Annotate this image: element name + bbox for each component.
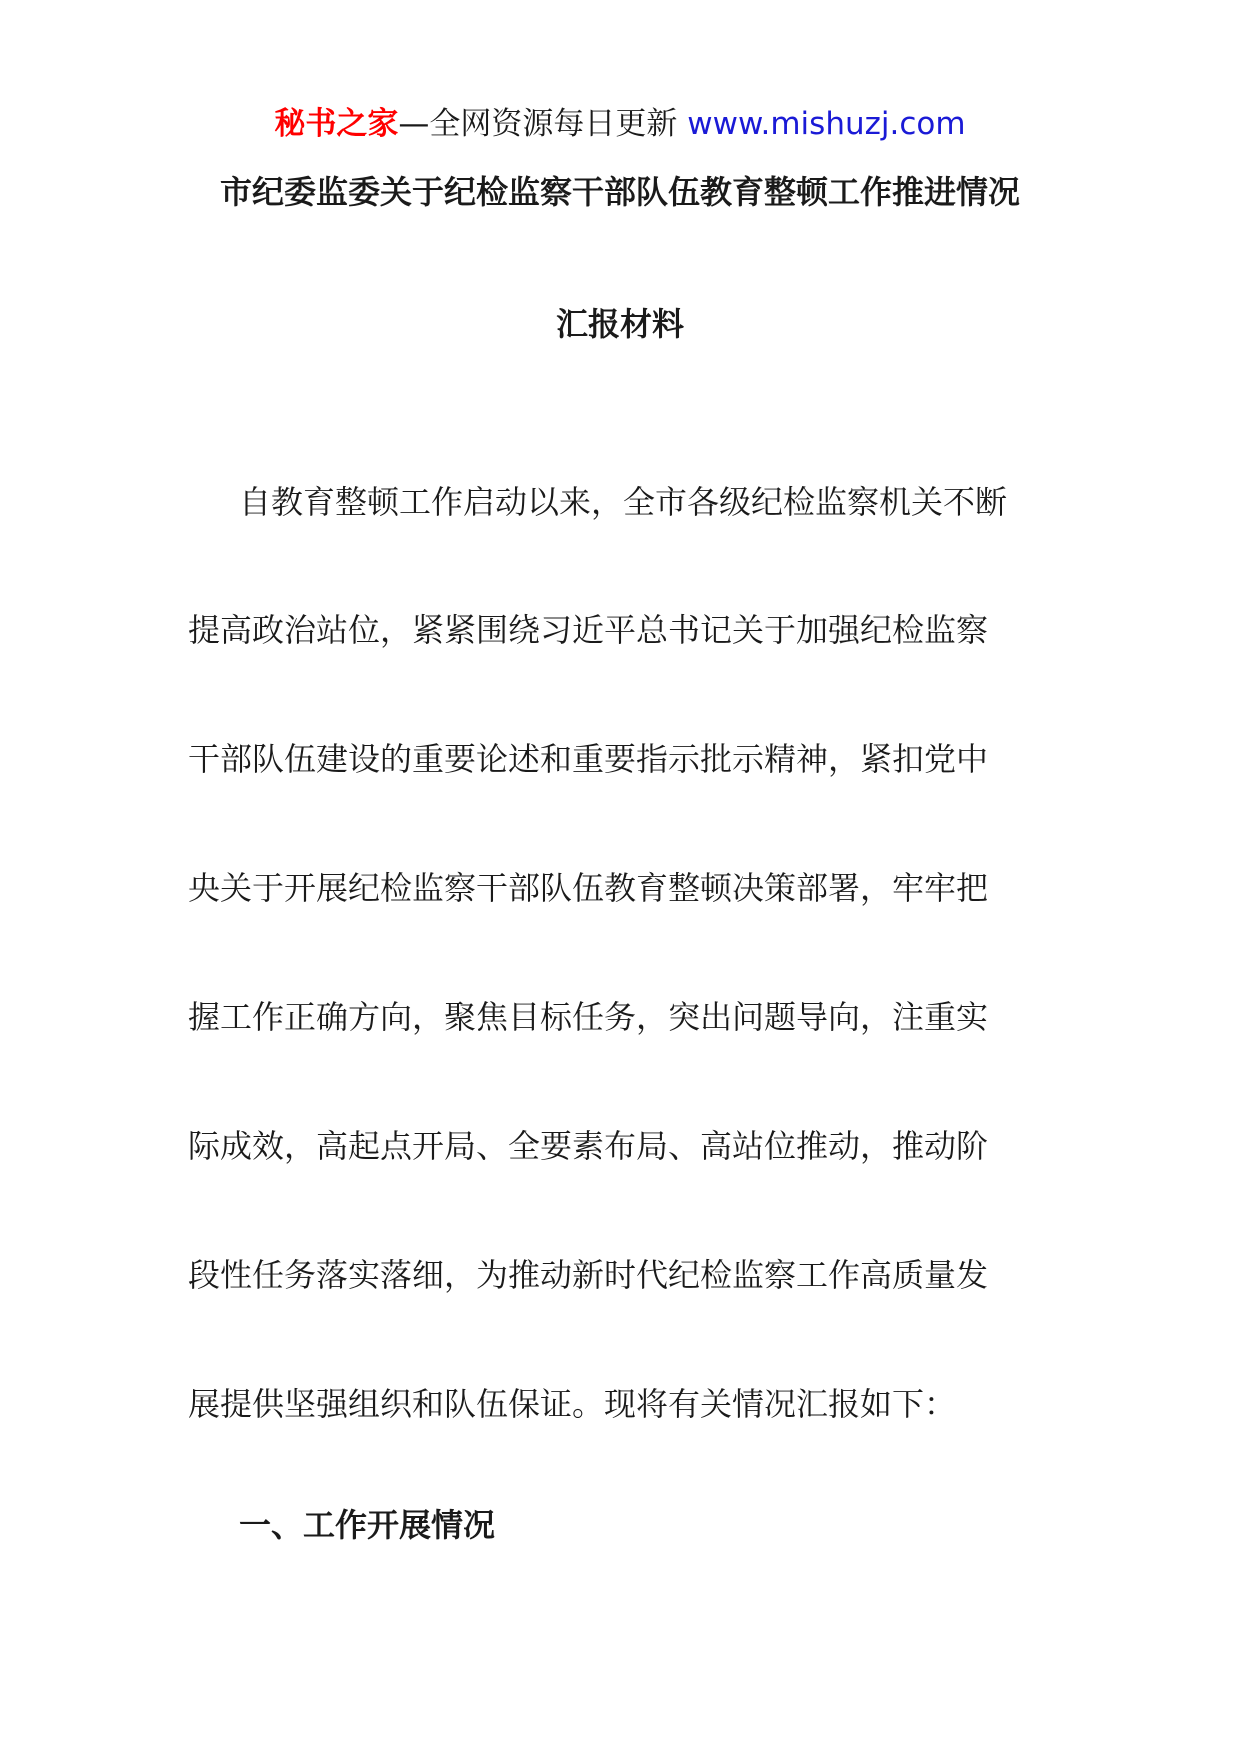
- body-paragraph-line: 自教育整顿工作启动以来，全市各级纪检监察机关不断: [239, 483, 1008, 521]
- document-title-line-2: 汇报材料: [555, 305, 684, 343]
- body-paragraph-line: 段性任务落实落细，为推动新时代纪检监察工作高质量发: [188, 1256, 989, 1294]
- header-slogan: —全网资源每日更新: [398, 106, 688, 142]
- body-paragraph-line: 际成效，高起点开局、全要素布局、高站位推动，推动阶: [188, 1127, 989, 1165]
- site-header: [0, 104, 1240, 144]
- brand-name: 秘书之家: [274, 106, 399, 142]
- section-heading: 一、工作开展情况: [239, 1506, 496, 1544]
- body-paragraph-line: 干部队伍建设的重要论述和重要指示批示精神，紧扣党中: [188, 740, 989, 778]
- body-paragraph-line: 握工作正确方向，聚焦目标任务，突出问题导向，注重实: [188, 998, 989, 1036]
- body-paragraph-line: 央关于开展纪检监察干部队伍教育整顿决策部署，牢牢把: [188, 869, 989, 907]
- body-paragraph-line: 提高政治站位，紧紧围绕习近平总书记关于加强纪检监察: [188, 611, 989, 649]
- body-paragraph-line: 展提供坚强组织和队伍保证。现将有关情况汇报如下：: [188, 1385, 957, 1423]
- document-title-line-1: 市纪委监委关于纪检监察干部队伍教育整顿工作推进情况: [219, 173, 1020, 211]
- site-url-link[interactable]: www.mishuzj.com: [687, 106, 966, 142]
